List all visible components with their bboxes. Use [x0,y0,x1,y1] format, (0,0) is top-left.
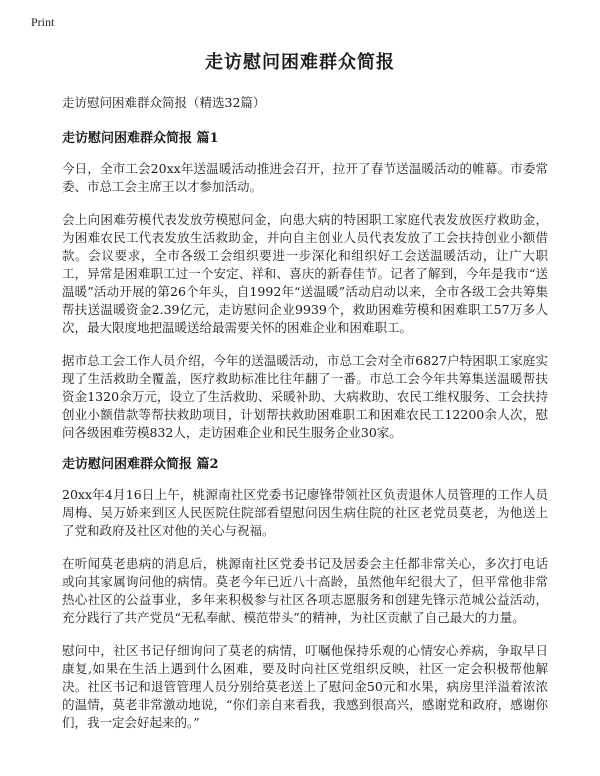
section-heading-1: 走访慰问困难群众简报 篇1 [62,131,219,146]
paragraph: 20xx年4月16日上午，桃源南社区党委书记廖锋带领社区负责退休人员管理的工作人员周梅、吴万娇来到区人民医院住院部看望慰问因生病住院的社区老党员莫老，为他送上了党和政府及社区对他的关心与祝福。 [62,487,548,538]
document-subtitle: 走访慰问困难群众简报（精选32篇） [62,95,266,110]
section-heading-2: 走访慰问困难群众简报 篇2 [62,457,219,472]
document-body [62,94,548,747]
paragraph: 今日，全市工会20xx年送温暖活动推进会召开，拉开了春节送温暖活动的帷幕。市委常委、市总工会主席王以才参加活动。 [62,161,548,194]
print-link[interactable]: Print [31,15,55,29]
page-title: 走访慰问困难群众简报 [205,52,395,73]
paragraph: 慰问中，社区书记仔细询问了莫老的病情，叮嘱他保持乐观的心情安心养病，争取早日康复,如果在生活上遇到什么困难，要及时向社区党组织反映，社区一定会积极帮他解决。社区书记和退管管理人员分别给莫老送上了慰问金50元和水果，病房里洋溢着浓浓的温情，莫老非常激动地说，“你们亲自来看我，我感到很高兴，感谢党和政府，感谢你们，我一定会好起来的。” [62,643,548,730]
paragraph: 会上向困难劳模代表发放劳模慰问金，向患大病的特困职工家庭代表发放医疗救助金，为困难农民工代表发放生活救助金，并向自主创业人员代表发放了工会扶持创业小额借款。会议要求，全市各级工会组织要进一步深化和组织好工会送温暖活动，让广大职工，异常是困难职工过一个安定、祥和、喜庆的新春佳节。记者了解到，今年是我市“送温暖”活动开展的第26个年头，自1992年“送温暖”活动启动以来，全市各级工会共筹集帮扶送温暖资金2.39亿元，走访慰问企业9939个，救助困难劳模和困难职工57万多人次，最大限度地把温暖送给最需要关怀的困难企业和困难职工。 [62,212,548,335]
paragraph: 据市总工会工作人员介绍，今年的送温暖活动，市总工会对全市6827户特困职工家庭实现了生活救助全覆盖，医疗救助标准比往年翻了一番。市总工会今年共筹集送温暖帮扶资金1320余万元，设立了生活救助、采暖补助、大病救助、农民工维权服务、工会扶持创业小额借款等帮扶救助项目，计划帮扶救助困难职工和困难农民工12200余人次，慰问各级困难劳模832人，走访困难企业和民生服务企业30家。 [62,353,548,440]
paragraph: 在听闻莫老患病的消息后，桃源南社区党委书记及居委会主任都非常关心，多次打电话或向其家属询问他的病情。莫老今年已近八十高龄，虽然他年纪很大了，但平常他非常热心社区的公益事业，多年来积极参与社区各项志愿服务和创建先锋示范城公益活动，充分践行了共产党员“无私奉献、模范带头”的精神，为社区贡献了自己最大的力量。 [62,556,548,625]
